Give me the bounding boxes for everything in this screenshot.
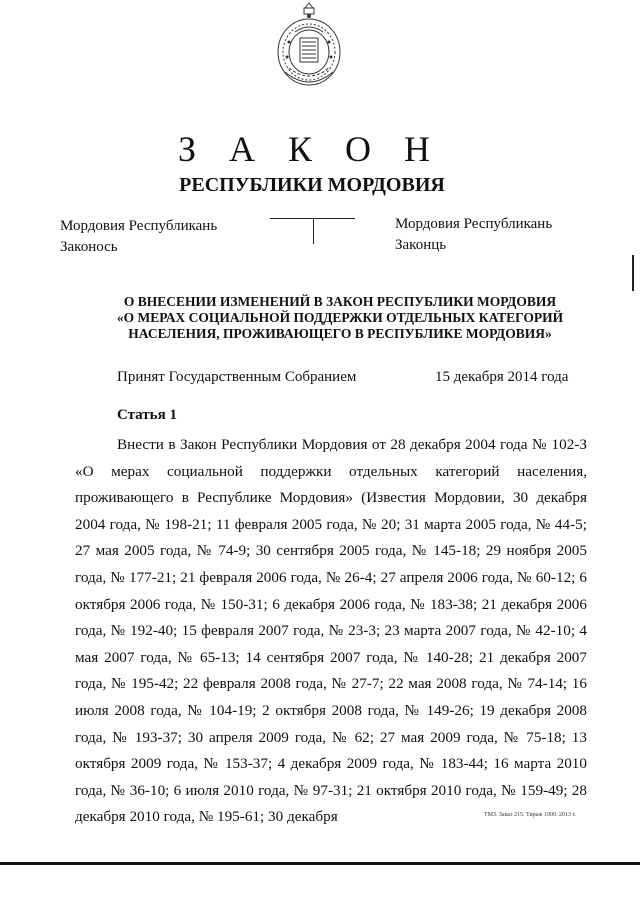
left-language-line: Законось — [60, 239, 118, 255]
coat-of-arms-emblem-icon — [275, 2, 343, 92]
law-heading — [95, 294, 585, 342]
article-text: Внести в Закон Республики Мордовия от 28 декабря 2004 года № 102-З «О мерах социальной поддержки отдельных категорий населения, проживающего в Республике Мордовия» (Известия Мордовии, 30 декабря 2004 года, № 198-21; 11 февраля 2005 года, № 20; 31 марта 2005 года, № 44-5; 27 мая 2005 года, № 74-9; 30 сентября 2005 года, № 145-18; 29 ноября 2005 года, № 177-21; 21 февраля 2006 года, № 26-4; 27 апреля 2006 года, № 60-12; 6 октября 2006 года, № 150-31; 6 декабря 2006 года, № 183-38; 21 декабря 2006 года, № 192-40; 15 февраля 2007 года, № 23-3; 23 марта 2007 года, № 42-10; 4 мая 2007 года, № 65-13; 14 сентября 2007 года, № 140-28; 21 декабря 2007 года, № 195-42; 22 февраля 2008 года, № 27-7; 22 мая 2008 года, № 74-14; 16 июля 2008 года, № 104-19; 2 октября 2008 года, № 149-26; 19 декабря 2008 года, № 193-37; 30 апреля 2009 года, № 62; 27 мая 2009 года, № 75-18; 13 октября 2009 года, № 153-37; 4 декабря 2009 года, № 183-44; 16 марта 2010 года, № 36-10; 6 июля 2010 года, № 97-31; 21 октября 2010 года, № 159-49; 28 декабря 2010 года, № 195-61; 30 декабря — [75, 436, 587, 826]
right-language-line: Мордовия Республикань — [395, 216, 553, 232]
heading-line: НАСЕЛЕНИЯ, ПРОЖИВАЮЩЕГО В РЕСПУБЛИКЕ МОРДОВИЯ» — [128, 326, 552, 341]
left-language-block — [60, 216, 217, 258]
heading-line: «О МЕРАХ СОЦИАЛЬНОЙ ПОДДЕРЖКИ ОТДЕЛЬНЫХ КАТЕГОРИЙ — [116, 310, 564, 325]
title-divider-vertical — [313, 218, 314, 244]
document-subtitle: РЕСПУБЛИКИ МОРДОВИЯ — [179, 174, 445, 196]
right-language-block — [395, 214, 552, 256]
adopted-date: 15 декабря 2014 года — [435, 369, 569, 385]
page-edge-mark — [632, 255, 634, 291]
adopted-label: Принят Государственным Собранием — [117, 369, 357, 385]
right-language-line: Законць — [395, 237, 447, 253]
print-code: ТМЗ. Заказ 215. Тираж 1000. 2013 г. — [484, 812, 576, 818]
heading-line: О ВНЕСЕНИИ ИЗМЕНЕНИЙ В ЗАКОН РЕСПУБЛИКИ МОРДОВИЯ — [123, 294, 557, 309]
article-title: Статья 1 — [117, 407, 177, 423]
document-title: З А К О Н — [177, 129, 443, 169]
bottom-rule — [0, 862, 640, 865]
left-language-line: Мордовия Республикань — [60, 218, 218, 234]
